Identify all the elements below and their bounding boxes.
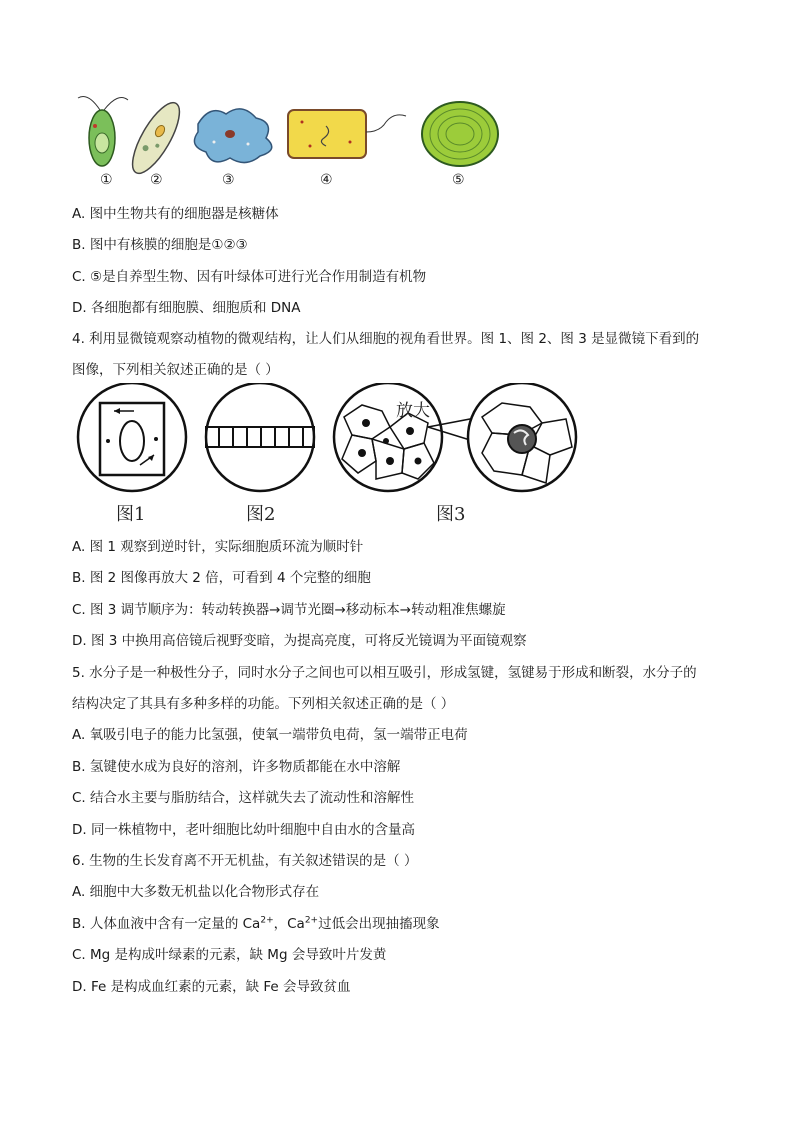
organisms-figure [70, 88, 510, 192]
figure-1-view [78, 383, 186, 491]
q4-stem-line1: 4. 利用显微镜观察动植物的微观结构，让人们从细胞的视角看世界。图 1、图 2、图 3 是显微镜下看到的 [72, 331, 700, 347]
organism-1-chlamydomonas [78, 97, 128, 167]
q5-stem-line2: 结构决定了其具有多种多样的功能。下列相关叙述正确的是（ ） [72, 696, 455, 712]
q4-stem-line2: 图像，下列相关叙述正确的是（ ） [72, 362, 279, 378]
q5-option-b: B. 氢键使水成为良好的溶剂，许多物质都能在水中溶解 [72, 759, 401, 775]
q6-stem: 6. 生物的生长发育离不开无机盐，有关叙述错误的是（ ） [72, 853, 418, 869]
q4-option-b: B. 图 2 图像再放大 2 倍，可看到 4 个完整的细胞 [72, 570, 371, 586]
q4-option-c: C. 图 3 调节顺序为：转动转换器→调节光圈→移动标本→转动粗准焦螺旋 [72, 602, 506, 618]
zoom-label: 放大 [396, 401, 430, 421]
q6-option-d: D. Fe 是构成血红素的元素，缺 Fe 会导致贫血 [72, 979, 351, 995]
q3-option-b: B. 图中有核膜的细胞是①②③ [72, 237, 248, 253]
q6-option-b [72, 914, 440, 934]
q6-option-b-pre: B. 人体血液中含有一定量的 Ca [72, 916, 261, 932]
organisms-illustration [70, 88, 510, 192]
q5-option-c: C. 结合水主要与脂肪结合，这样就失去了流动性和溶解性 [72, 790, 415, 806]
q6-option-a: A. 细胞中大多数无机盐以化合物形式存在 [72, 884, 320, 900]
q6-option-b-post: 过低会出现抽搐现象 [318, 916, 440, 932]
organism-2-paramecium [124, 96, 188, 179]
microscope-illustration [72, 383, 582, 533]
organism-3-amoeba [194, 109, 271, 163]
microscope-figures [72, 383, 582, 533]
q4-option-a: A. 图 1 观察到逆时针，实际细胞质环流为顺时针 [72, 539, 364, 555]
organism-5-chlorella [422, 102, 498, 166]
q4-option-d: D. 图 3 中换用高倍镜后视野变暗，为提高亮度，可将反光镜调为平面镜观察 [72, 633, 527, 649]
organism-label-4: ④ [320, 172, 333, 188]
figure-2-view [206, 383, 314, 491]
organism-label-5: ⑤ [452, 172, 465, 188]
organism-4-bacterium [288, 110, 406, 158]
figure-2-label: 图2 [246, 504, 276, 525]
q6-option-c: C. Mg 是构成叶绿素的元素，缺 Mg 会导致叶片发黄 [72, 947, 387, 963]
figure-1-label: 图1 [116, 504, 146, 525]
q3-option-d: D. 各细胞都有细胞膜、细胞质和 DNA [72, 300, 301, 316]
q3-option-c: C. ⑤是自养型生物、因有叶绿体可进行光合作用制造有机物 [72, 269, 427, 285]
organism-label-3: ③ [222, 172, 235, 188]
figure-3-label: 图3 [436, 504, 466, 525]
q3-option-a: A. 图中生物共有的细胞器是核糖体 [72, 206, 279, 222]
q5-option-d: D. 同一株植物中，老叶细胞比幼叶细胞中自由水的含量高 [72, 822, 415, 838]
q6-option-b-sup2: 2+ [304, 915, 319, 926]
figure-3-high-magnification [468, 383, 576, 491]
organism-label-2: ② [150, 172, 163, 188]
q6-option-b-sup1: 2+ [260, 915, 274, 926]
organism-label-1: ① [100, 172, 113, 188]
q5-stem-line1: 5. 水分子是一种极性分子，同时水分子之间也可以相互吸引，形成氢键，氢键易于形成和断裂，水分子的 [72, 665, 697, 681]
q6-option-b-mid: ，Ca [273, 916, 305, 932]
q5-option-a: A. 氧吸引电子的能力比氢强，使氧一端带负电荷，氢一端带正电荷 [72, 727, 468, 743]
